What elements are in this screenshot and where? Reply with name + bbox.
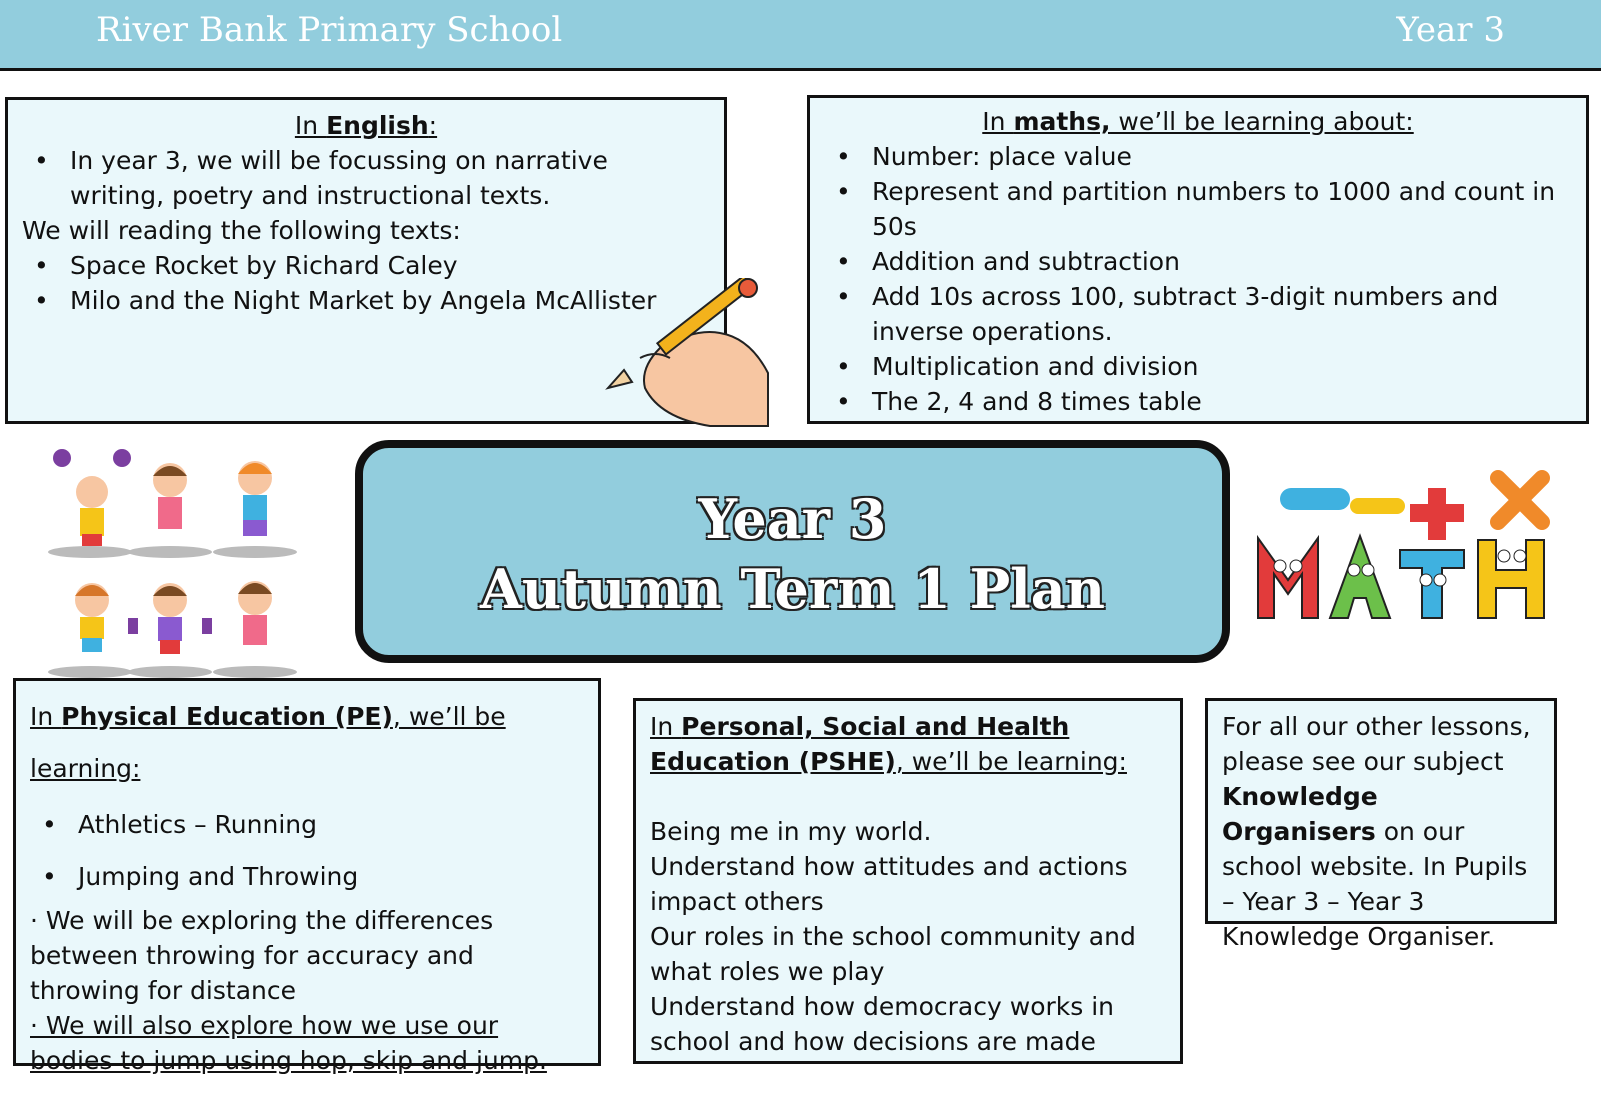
math-letters-illustration [1250, 470, 1560, 625]
pe-list [30, 799, 584, 903]
maths-title: In maths, we’ll be learning about: [982, 107, 1414, 136]
school-name: River Bank Primary School [96, 10, 563, 50]
header-bar [0, 0, 1601, 71]
pe-box [13, 678, 601, 1075]
pshe-title: In Personal, Social and Health Education (PSHE), we’ll be learning: [650, 712, 1127, 776]
banner-term: Autumn Term 1 Plan [479, 557, 1106, 621]
list-item: • Number: place value [824, 139, 1572, 174]
other-lessons-box [1205, 698, 1557, 951]
pshe-line: Our roles in the school community and what roles we play [650, 922, 1136, 986]
pshe-line: Being me in my world. [650, 817, 932, 846]
english-intro: We will reading the following texts: [22, 216, 461, 245]
english-list [22, 143, 710, 213]
english-title: In English: [294, 111, 438, 140]
list-item: • Multiplication and division [824, 349, 1572, 384]
other-lessons-intro: For all our other lessons, please see our subject [1222, 712, 1531, 776]
list-item: • The 2, 4 and 8 times table [824, 384, 1572, 419]
pe-paragraph-2: · We will also explore how we use our bodies to jump using hop, skip and jump. [30, 1011, 547, 1075]
pshe-line: Understand how democracy works in school and how decisions are made [650, 992, 1115, 1056]
pshe-line: Understand how attitudes and actions impact others [650, 852, 1128, 916]
list-item: • Milo and the Night Market by Angela McAllister [22, 283, 710, 318]
term-plan-banner [355, 440, 1230, 663]
other-lessons-location: on our school website. In Pupils – Year 3 – Year 3 Knowledge Organiser. [1222, 817, 1528, 951]
knowledge-organisers-label: Knowledge Organisers [1222, 782, 1378, 846]
header-year: Year 3 [1396, 10, 1505, 50]
hand-writing-pencil-icon [600, 278, 770, 428]
maths-box [807, 95, 1589, 424]
list-item: • Jumping and Throwing [30, 851, 584, 903]
maths-list [824, 139, 1572, 419]
list-item: • Athletics – Running [30, 799, 584, 851]
list-item: • In year 3, we will be focussing on narrative writing, poetry and instructional texts. [22, 143, 630, 213]
list-item: • Addition and subtraction [824, 244, 1572, 279]
pe-title: In Physical Education (PE), we’ll be learning: [30, 702, 506, 783]
pshe-box [633, 698, 1183, 1064]
pe-paragraph-1: · We will be exploring the differences between throwing for accuracy and throwing for distance [30, 906, 494, 1005]
list-item: • Add 10s across 100, subtract 3-digit numbers and inverse operations. [824, 279, 1572, 349]
list-item: • Represent and partition numbers to 1000 and count in 50s [824, 174, 1572, 244]
banner-year: Year 3 [698, 487, 887, 551]
children-exercising-illustration [40, 440, 310, 690]
list-item: • Space Rocket by Richard Caley [22, 248, 710, 283]
